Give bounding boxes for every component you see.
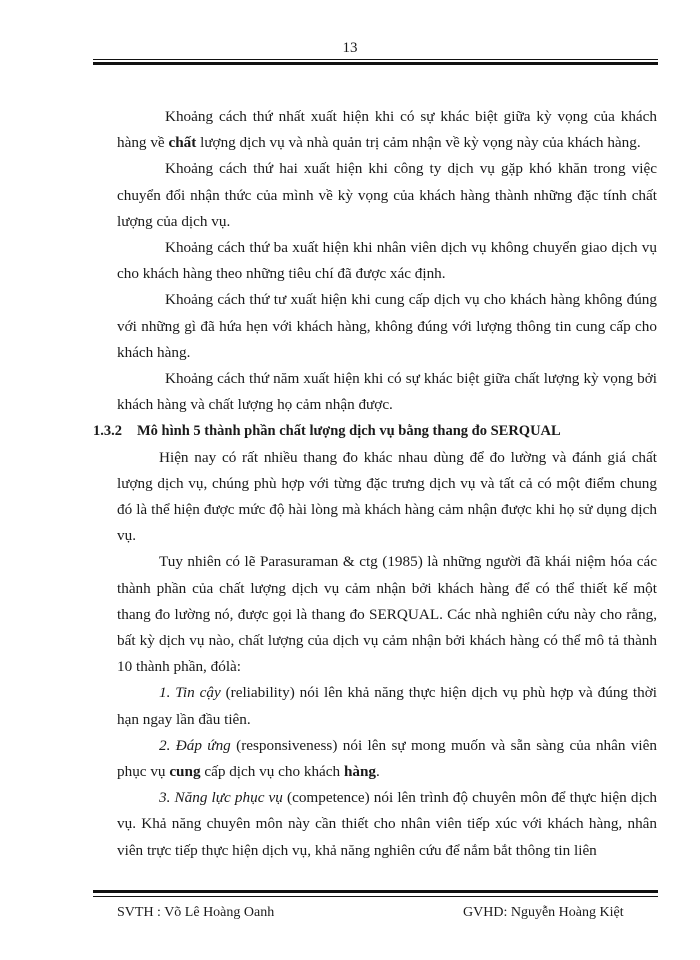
footer-student: SVTH : Võ Lê Hoàng Oanh [117, 905, 275, 920]
component-reliability: 1. Tin cậy (reliability) nói lên khả năng thực hiện dịch vụ phù hợp và đúng thời hạn ngay lần đầu tiên. [117, 684, 657, 728]
paragraph-gap-5: Khoảng cách thứ năm xuất hiện khi có sự khác biệt giữa chất lượng kỳ vọng bởi khách hàng và chất lượng họ cảm nhận được. [117, 370, 657, 414]
footer-rule-thick [93, 890, 658, 893]
page-number: 13 [342, 40, 358, 56]
section-heading [93, 418, 657, 444]
footer-advisor: GVHD: Nguyễn Hoàng Kiệt [463, 905, 624, 920]
footer-rule-thin [93, 896, 658, 897]
component-term: 3. Năng lực phục vụ [159, 789, 283, 807]
header-rule-thin [93, 59, 658, 60]
header-rule-thick [93, 62, 658, 65]
document-body [93, 104, 657, 864]
paragraph-gap-1: Khoảng cách thứ nhất xuất hiện khi có sự khác biệt giữa kỳ vọng của khách hàng về chất lượng dịch vụ và nhà quản trị cảm nhận về kỳ vọng này của khách hàng. [117, 108, 657, 152]
component-competence: 3. Năng lực phục vụ (competence) nói lên trình độ chuyên môn để thực hiện dịch vụ. Khả năng chuyên môn này cần thiết cho nhân viên tiếp xúc với khách hàng, nhân viên trực tiếp thực hiện dịch vụ, khả năng nghiên cứu để nắm bắt thông tin liên [117, 789, 657, 859]
paragraph-parasuraman: Tuy nhiên có lẽ Parasuraman & ctg (1985) là những người đã khái niệm hóa các thành phần của chất lượng dịch vụ cảm nhận bởi khách hàng để có thể thiết kế một thang đo lường nó, được gọi là thang đo SERQUAL. Các nhà nghiên cứu này cho rằng, bất kỳ dịch vụ nào, chất lượng của dịch vụ cảm nhận bởi khách hàng có thể mô tả thành 10 thành phần, đólà: [117, 553, 657, 676]
section-title: Mô hình 5 thành phần chất lượng dịch vụ bằng thang đo SERQUAL [137, 423, 561, 440]
component-responsiveness: 2. Đáp ứng (responsiveness) nói lên sự mong muốn và sẵn sàng của nhân viên phục vụ cung cấp dịch vụ cho khách hàng. [117, 736, 657, 781]
paragraph-intro: Hiện nay có rất nhiều thang đo khác nhau dùng để đo lường và đánh giá chất lượng dịch vụ, chúng phù hợp với từng đặc trưng dịch vụ và tất cả có một điểm chung đó là thể hiện được mức độ hài lòng mà khách hàng cảm nhận được khi họ sử dụng dịch vụ. [117, 448, 657, 545]
section-number: 1.3.2 [93, 423, 122, 440]
component-term: 1. Tin cậy [159, 684, 221, 702]
component-term: 2. Đáp ứng [159, 736, 231, 754]
paragraph-gap-2: Khoảng cách thứ hai xuất hiện khi công ty dịch vụ gặp khó khăn trong việc chuyển đổi nhận thức của mình về kỳ vọng của khách hàng thành những đặc tính chất lượng của dịch vụ. [117, 160, 657, 230]
paragraph-gap-3: Khoảng cách thứ ba xuất hiện khi nhân viên dịch vụ không chuyển giao dịch vụ cho khách hàng theo những tiêu chí đã được xác định. [117, 239, 657, 283]
paragraph-gap-4: Khoảng cách thứ tư xuất hiện khi cung cấp dịch vụ cho khách hàng không đúng với những gì đã hứa hẹn với khách hàng, không đúng với lượng thông tin cung cấp cho khách hàng. [117, 291, 657, 361]
